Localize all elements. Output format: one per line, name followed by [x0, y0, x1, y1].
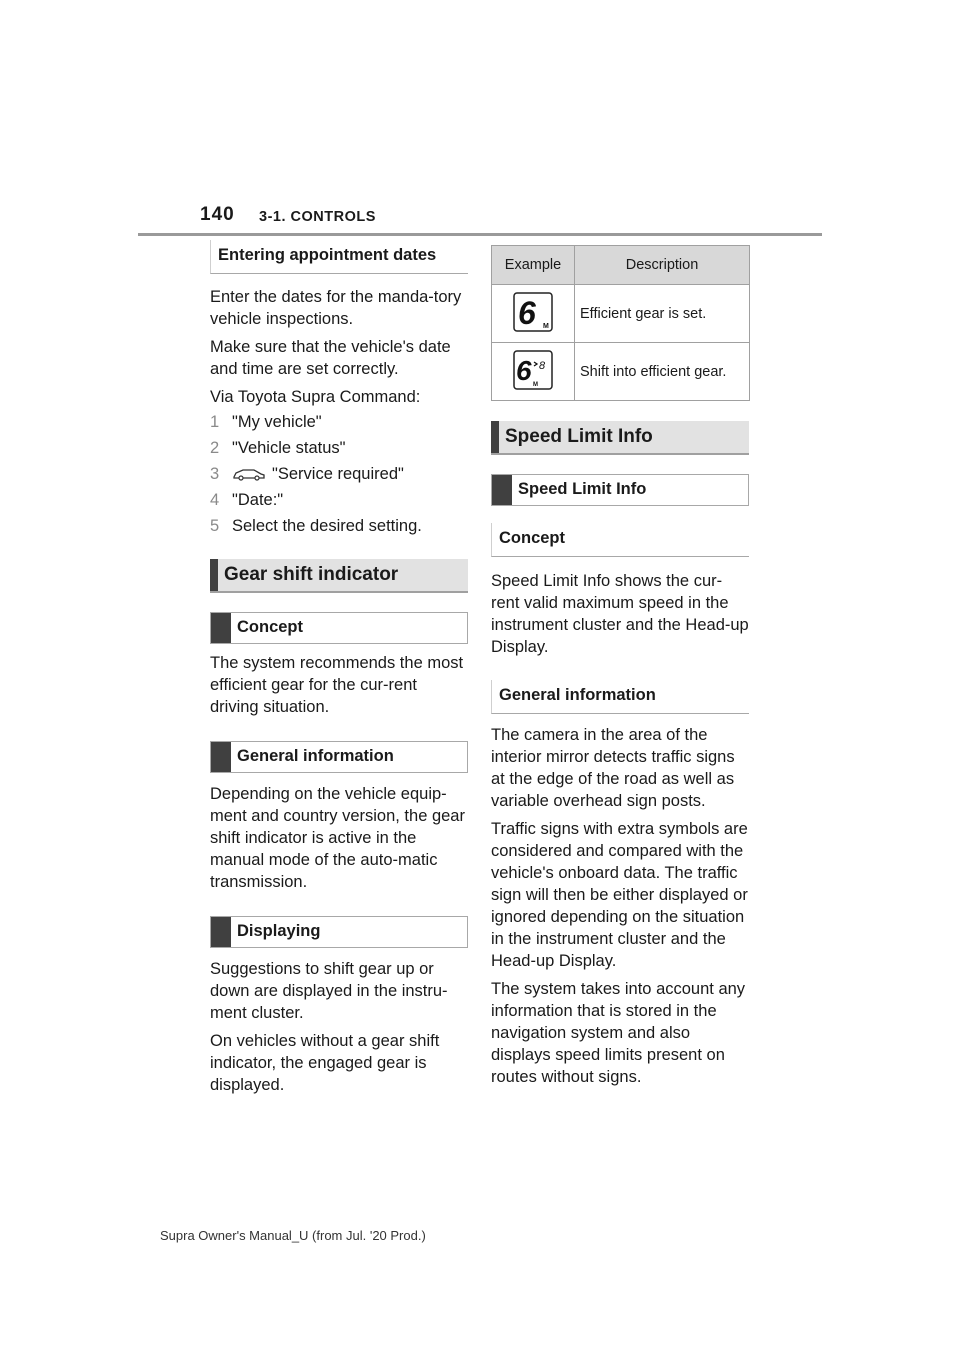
paragraph-display-suggestions: Suggestions to shift gear up or down are displayed in the instru-ment cluster. — [210, 960, 448, 1022]
paragraph-general: Depending on the vehicle equip-ment and country version, the gear shift indicator is active in the manual mode of the auto-matic transmission. — [210, 785, 465, 891]
heading-concept: Concept — [210, 612, 468, 644]
svg-text:M: M — [533, 381, 538, 388]
svg-text:6: 6 — [516, 354, 532, 386]
table-cell-description: Shift into efficient gear. — [575, 343, 750, 401]
heading-marker — [211, 742, 231, 772]
gear-6-m-icon — [513, 292, 553, 332]
gear-6-to-8-m-icon — [513, 350, 553, 390]
paragraph-traffic-signs: Traffic signs with extra symbols are considered and compared with the vehicle's onboard data. The traffic sign will then be either displayed or ignored depending on the situation in the instrument cluster and the Head-up Display. — [491, 820, 748, 970]
car-icon — [232, 467, 266, 481]
heading-marker — [211, 917, 231, 947]
step-item: 4 "Date:" — [210, 491, 284, 509]
paragraph-mandatory-dates: Enter the dates for the manda-tory vehicle inspections. — [210, 288, 462, 328]
column-header-description: Description — [575, 246, 750, 285]
page-number: 140 — [200, 204, 235, 225]
section-title: 3-1. CONTROLS — [259, 209, 376, 225]
heading-marker — [211, 613, 231, 643]
heading-general-information: General information — [210, 741, 468, 773]
heading-marker — [492, 475, 512, 505]
heading-marker — [491, 421, 499, 453]
column-header-example: Example — [492, 246, 575, 285]
paragraph-speed-concept: Speed Limit Info shows the cur-rent valid maximum speed in the instrument cluster and the Head-up Display. — [491, 572, 749, 656]
heading-marker — [210, 559, 218, 591]
paragraph-display-engaged: On vehicles without a gear shift indicator, the engaged gear is displayed. — [210, 1032, 440, 1094]
svg-text:M: M — [543, 322, 549, 330]
heading-general-information: General information — [491, 680, 749, 714]
heading-appointment-dates: Entering appointment dates — [210, 240, 468, 274]
paragraph-camera: The camera in the area of the interior mirror detects traffic signs at the edge of the road as well as variable overhead sign posts. — [491, 726, 735, 810]
heading-gear-shift-indicator: Gear shift indicator — [210, 559, 468, 593]
table-row — [492, 285, 750, 343]
step-item: 5 Select the desired setting. — [210, 517, 422, 535]
table-cell-description: Efficient gear is set. — [575, 285, 750, 343]
step-item: 2 "Vehicle status" — [210, 439, 346, 457]
right-column — [491, 236, 749, 1088]
step-item: 3 "Service required" — [210, 465, 404, 483]
paragraph-date-time: Make sure that the vehicle's date and time are set correctly. — [210, 338, 451, 378]
step-item: 1 "My vehicle" — [210, 413, 322, 431]
table-header-row — [492, 246, 750, 285]
table-cell-example — [492, 285, 575, 343]
gear-indicator-table — [491, 245, 750, 401]
left-column — [210, 236, 468, 1096]
table-cell-example — [492, 343, 575, 401]
paragraph-concept: The system recommends the most efficient gear for the cur-rent driving situation. — [210, 654, 464, 716]
heading-displaying: Displaying — [210, 916, 468, 948]
heading-speed-limit-info: Speed Limit Info — [491, 421, 749, 455]
svg-text:8: 8 — [539, 359, 546, 372]
paragraph-navigation: The system takes into account any information that is stored in the navigation system and also displays speed limits present on routes without signs. — [491, 980, 746, 1086]
steps-list — [210, 411, 468, 537]
heading-speed-limit-info-sub: Speed Limit Info — [491, 474, 749, 506]
heading-concept: Concept — [491, 523, 749, 557]
footer-text: Supra Owner's Manual_U (from Jul. '20 Prod.) — [160, 1228, 426, 1243]
paragraph-via-command: Via Toyota Supra Command: — [210, 388, 421, 406]
svg-text:6: 6 — [518, 294, 536, 331]
table-row — [492, 343, 750, 401]
